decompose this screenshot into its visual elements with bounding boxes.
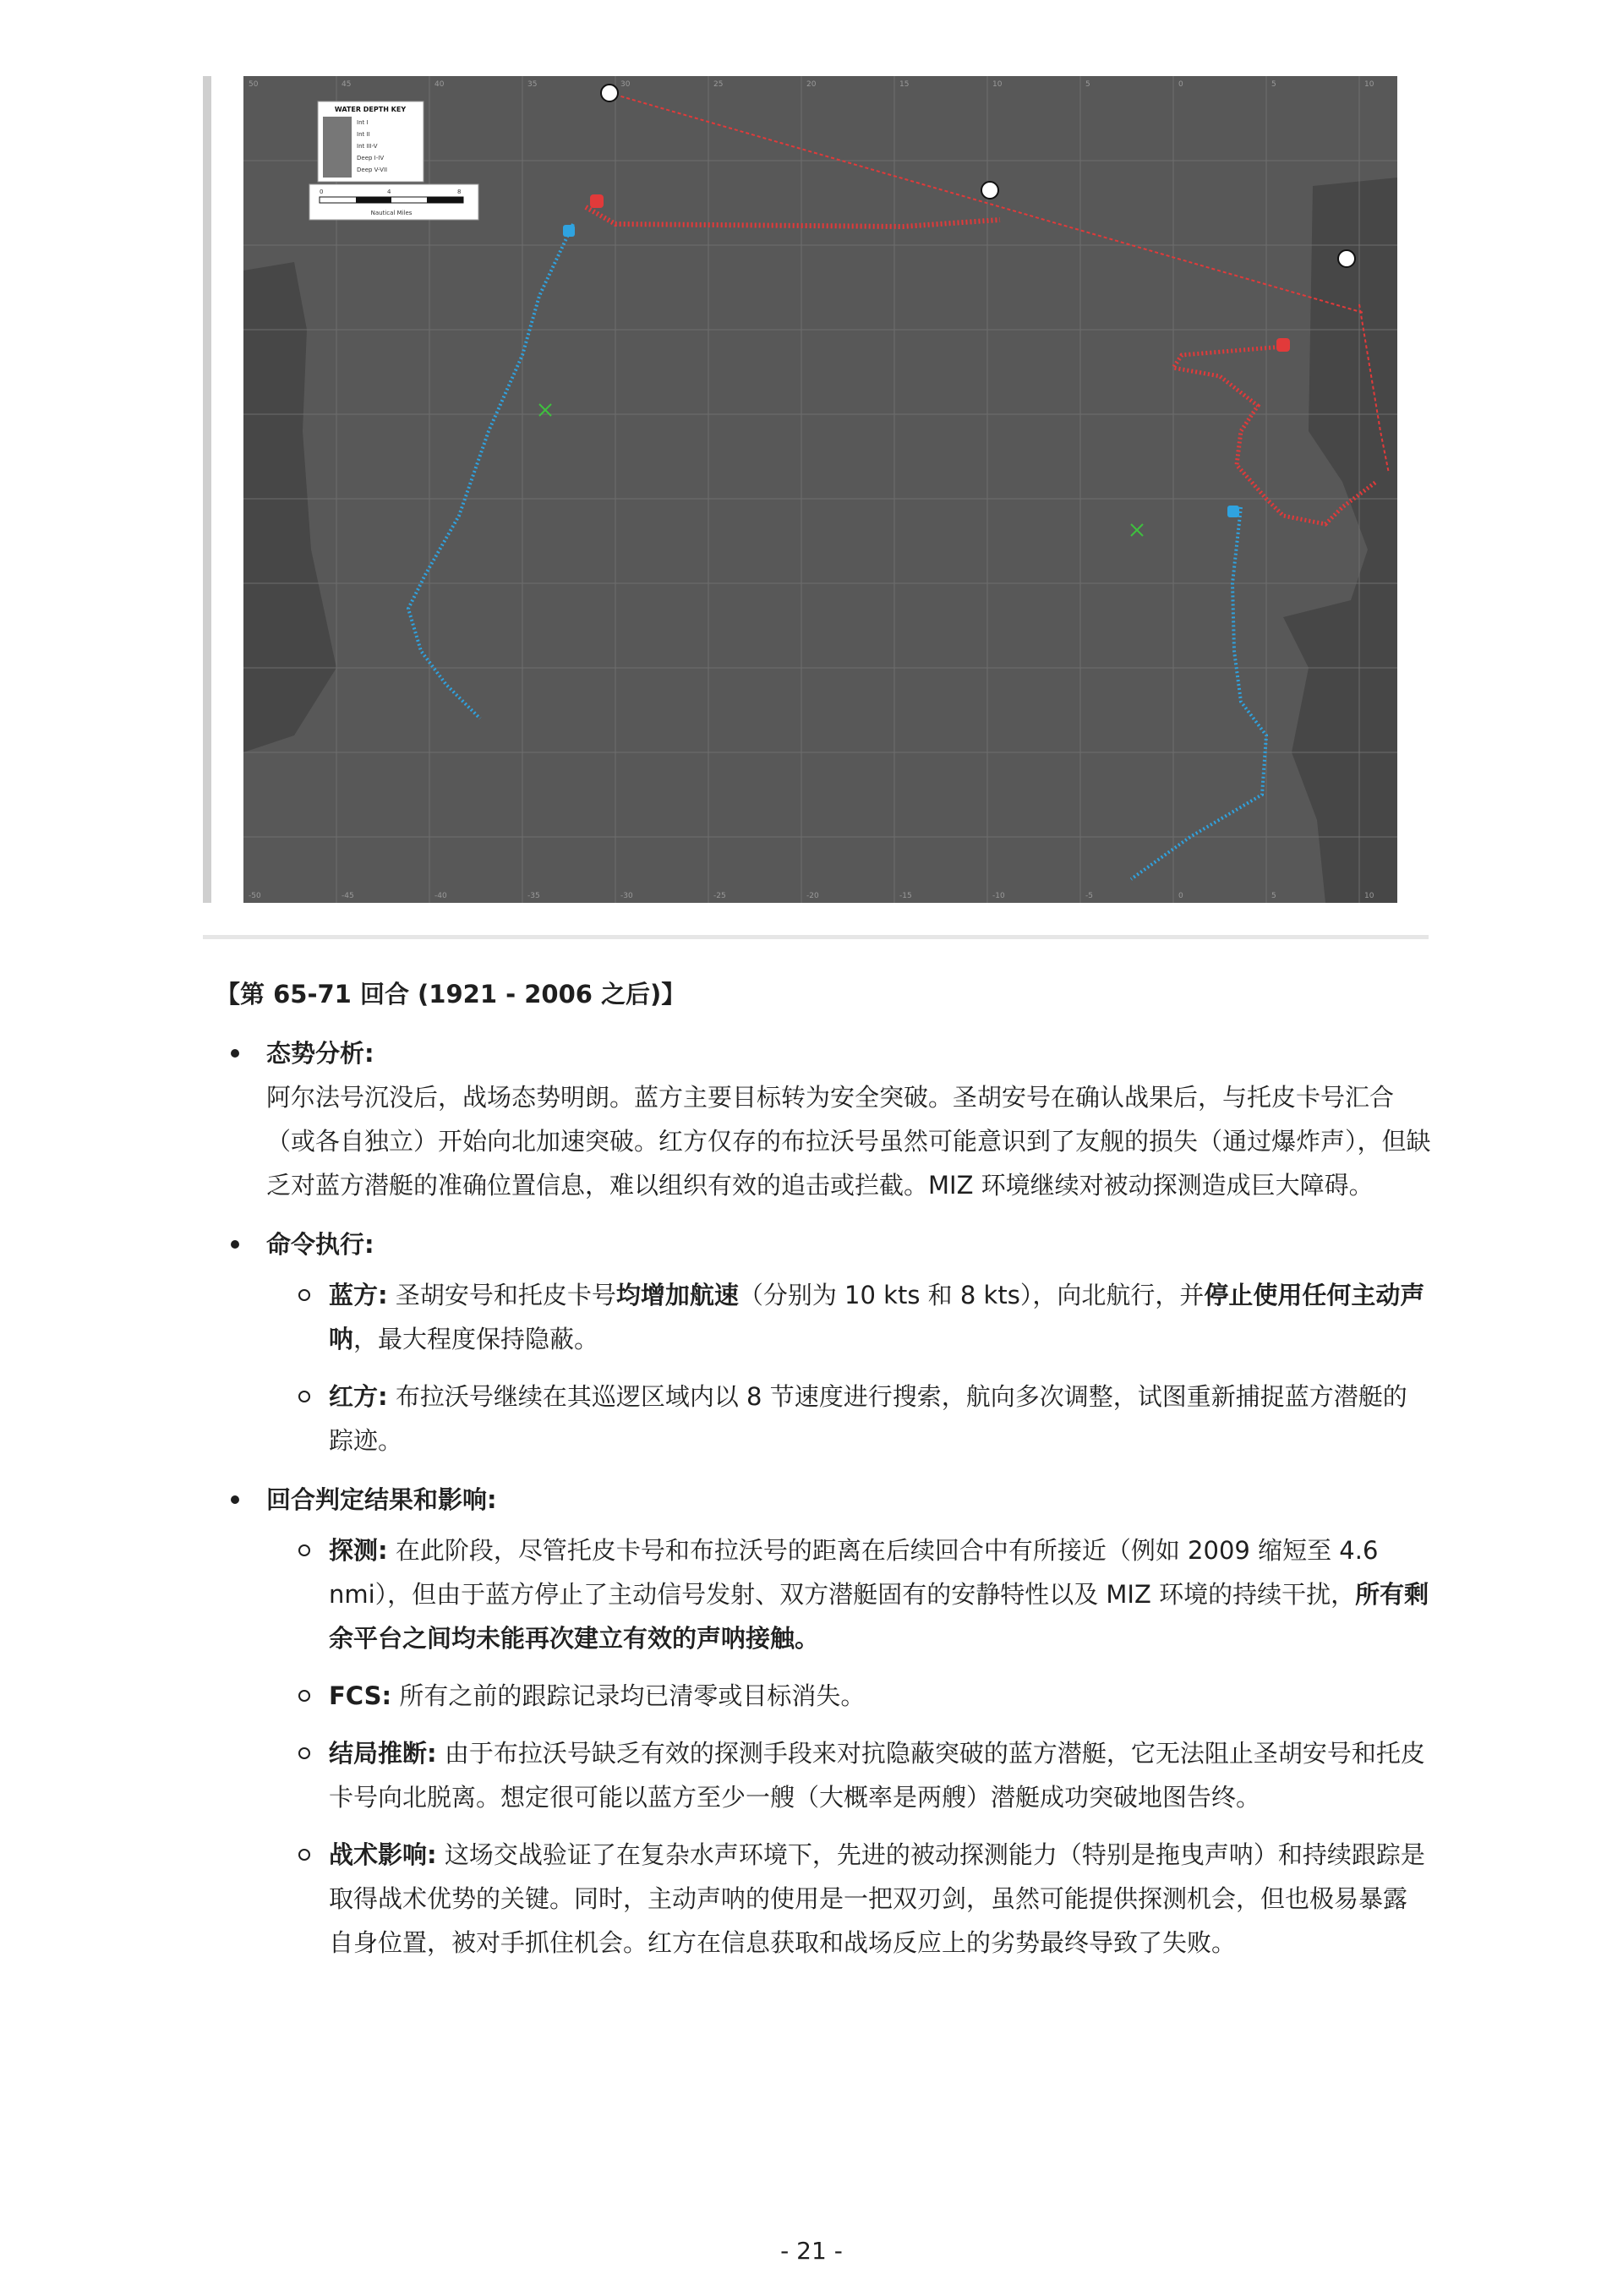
bottom-tick-label: -40 [434,892,447,900]
blue-text-1: 圣胡安号和托皮卡号 [387,1281,616,1309]
legend-row-5: Deep V-VII [357,167,388,173]
result-impact [265,1833,1431,1965]
unit-markers [539,85,1355,536]
map-svg [243,76,1397,903]
scale-bar-segment [356,197,391,203]
orders-red [265,1375,1431,1462]
detection-bold: 所有剩余平台之间均未能再次建立有效的声呐接触。 [329,1580,1429,1653]
top-tick-label: 40 [434,80,445,89]
blue-sub-marker-2 [1227,506,1239,517]
red-text: 布拉沃号继续在其巡逻区域内以 8 节速度进行搜索，航向多次调整，试图重新捕捉蓝方潜艇的踪迹。 [329,1382,1407,1455]
red-track-upper [586,207,1000,227]
legend-row-4: Deep I-IV [357,155,385,161]
scale-bar-segment [427,197,463,203]
reference-point-2 [981,182,998,199]
top-tick-label: 5 [1271,80,1276,89]
section-title: 【第 65-71 回合 (1921 - 2006 之后)】 [216,980,686,1009]
orders-blue [265,1273,1431,1361]
top-tick-label: 30 [620,80,631,89]
bottom-tick-label: -35 [527,892,540,900]
reference-point-1 [601,85,618,101]
bottom-tick-label: -5 [1085,892,1093,900]
page-number: - 21 - [780,2237,843,2265]
situation-heading: 态势分析: [266,1039,374,1068]
bottom-tick-label: -50 [249,892,261,900]
legend-row-3: Int III-V [357,143,378,150]
list-item-situation [216,1031,1433,1207]
list-item-results [216,1478,1433,1965]
top-tick-label: 5 [1085,80,1090,89]
red-label: 红方: [329,1382,388,1411]
top-tick-label: 45 [342,80,352,89]
datum-marker-2 [1131,524,1143,536]
map-figure [203,76,1403,903]
legend-row-1: Int I [357,119,369,126]
result-detection [265,1528,1431,1660]
top-tick-label: 10 [1364,80,1374,89]
main-list [216,1031,1433,1965]
bottom-tick-labels [249,892,1374,900]
top-tick-label: 15 [899,80,910,89]
outcome-label: 结局推断: [329,1739,437,1768]
tactical-map [243,76,1397,903]
bottom-tick-label: -45 [342,892,354,900]
top-tick-label: 50 [249,80,259,89]
land-east [1283,178,1397,903]
bottom-tick-label: -10 [992,892,1005,900]
legend-swatch-column [323,117,352,178]
situation-text: 阿尔法号沉没后，战场态势明朗。蓝方主要目标转为安全突破。圣胡安号在确认战果后，与托皮卡号汇合（或各自独立）开始向北加速突破。红方仅存的布拉沃号虽然可能意识到了友舰的损失（通过爆炸声），但缺乏对蓝方潜艇的准确位置信息，难以组织有效的追击或拦截。MIZ 环境继续对被动探测造成巨大障碍。 [266,1083,1431,1200]
bottom-tick-label: -25 [713,892,726,900]
blue-track-west [408,224,573,719]
fcs-text: 所有之前的跟踪记录均已清零或目标消失。 [391,1681,866,1710]
top-tick-label: 0 [1178,80,1183,89]
section-content [216,972,1433,1980]
fcs-label: FCS: [329,1681,392,1710]
scale-tick-0: 0 [320,189,324,195]
top-tick-label: 25 [713,80,724,89]
legend-title: WATER DEPTH KEY [334,106,407,113]
blue-bold-1: 均增加航速 [615,1281,739,1309]
top-tick-label: 10 [992,80,1003,89]
blue-text-2: （分别为 10 kts 和 8 kts），向北航行，并 [738,1281,1205,1309]
bottom-tick-label: 5 [1271,892,1276,900]
list-item-orders [216,1222,1433,1462]
bottom-tick-label: -20 [806,892,819,900]
detection-label: 探测: [329,1536,388,1565]
outcome-text: 由于布拉沃号缺乏有效的探测手段来对抗隐蔽突破的蓝方潜艇，它无法阻止圣胡安号和托皮卡号向北脱离。想定很可能以蓝方至少一艘（大概率是两艘）潜艇成功突破地图告终。 [329,1739,1425,1812]
blue-sub-marker-1 [563,225,575,237]
results-heading: 回合判定结果和影响: [266,1485,497,1514]
top-tick-labels [249,80,1374,89]
bottom-tick-label: 0 [1178,892,1183,900]
blue-label: 蓝方: [329,1281,388,1309]
bottom-tick-label: 10 [1364,892,1374,900]
blue-text-3: ，最大程度保持隐蔽。 [353,1325,599,1353]
red-sub-marker-1 [590,194,604,208]
blue-tracks [408,224,1266,879]
red-track-long [609,93,1363,313]
results-sublist [266,1528,1433,1965]
top-tick-label: 35 [527,80,538,89]
impact-label: 战术影响: [329,1840,437,1869]
reference-point-3 [1338,250,1355,267]
detection-text: 在此阶段，尽管托皮卡号和布拉沃号的距离在后续回合中有所接近（例如 2009 缩短至 4.6 nmi），但由于蓝方停止了主动信号发射、双方潜艇固有的安静特性以及 MIZ 环境的持续干扰， [329,1536,1379,1609]
legend-row-2: Int II [357,131,370,138]
result-outcome [265,1731,1431,1819]
scale-tick-4: 4 [387,189,391,195]
scale-units: Nautical Miles [370,210,413,216]
top-tick-label: 20 [806,80,817,89]
land-west [243,262,336,752]
orders-sublist [266,1273,1433,1462]
figure-left-border [203,76,211,903]
red-sub-marker-2 [1276,338,1290,352]
bottom-tick-label: -15 [899,892,912,900]
result-fcs [265,1674,1431,1718]
bottom-tick-label: -30 [620,892,633,900]
scale-tick-8: 8 [457,189,462,195]
blue-bold-2: 停止使用任何主动声呐 [329,1281,1425,1353]
blue-track-east [1131,507,1266,879]
orders-heading: 命令执行: [266,1230,374,1259]
impact-text: 这场交战验证了在复杂水声环境下，先进的被动探测能力（特别是拖曳声呐）和持续跟踪是取得战术优势的关键。同时，主动声呐的使用是一把双刃剑，虽然可能提供探测机会，但也极易暴露自身位置，被对手抓住机会。红方在信息获取和战场反应上的劣势最终导致了失败。 [329,1840,1425,1957]
section-divider [203,935,1429,939]
